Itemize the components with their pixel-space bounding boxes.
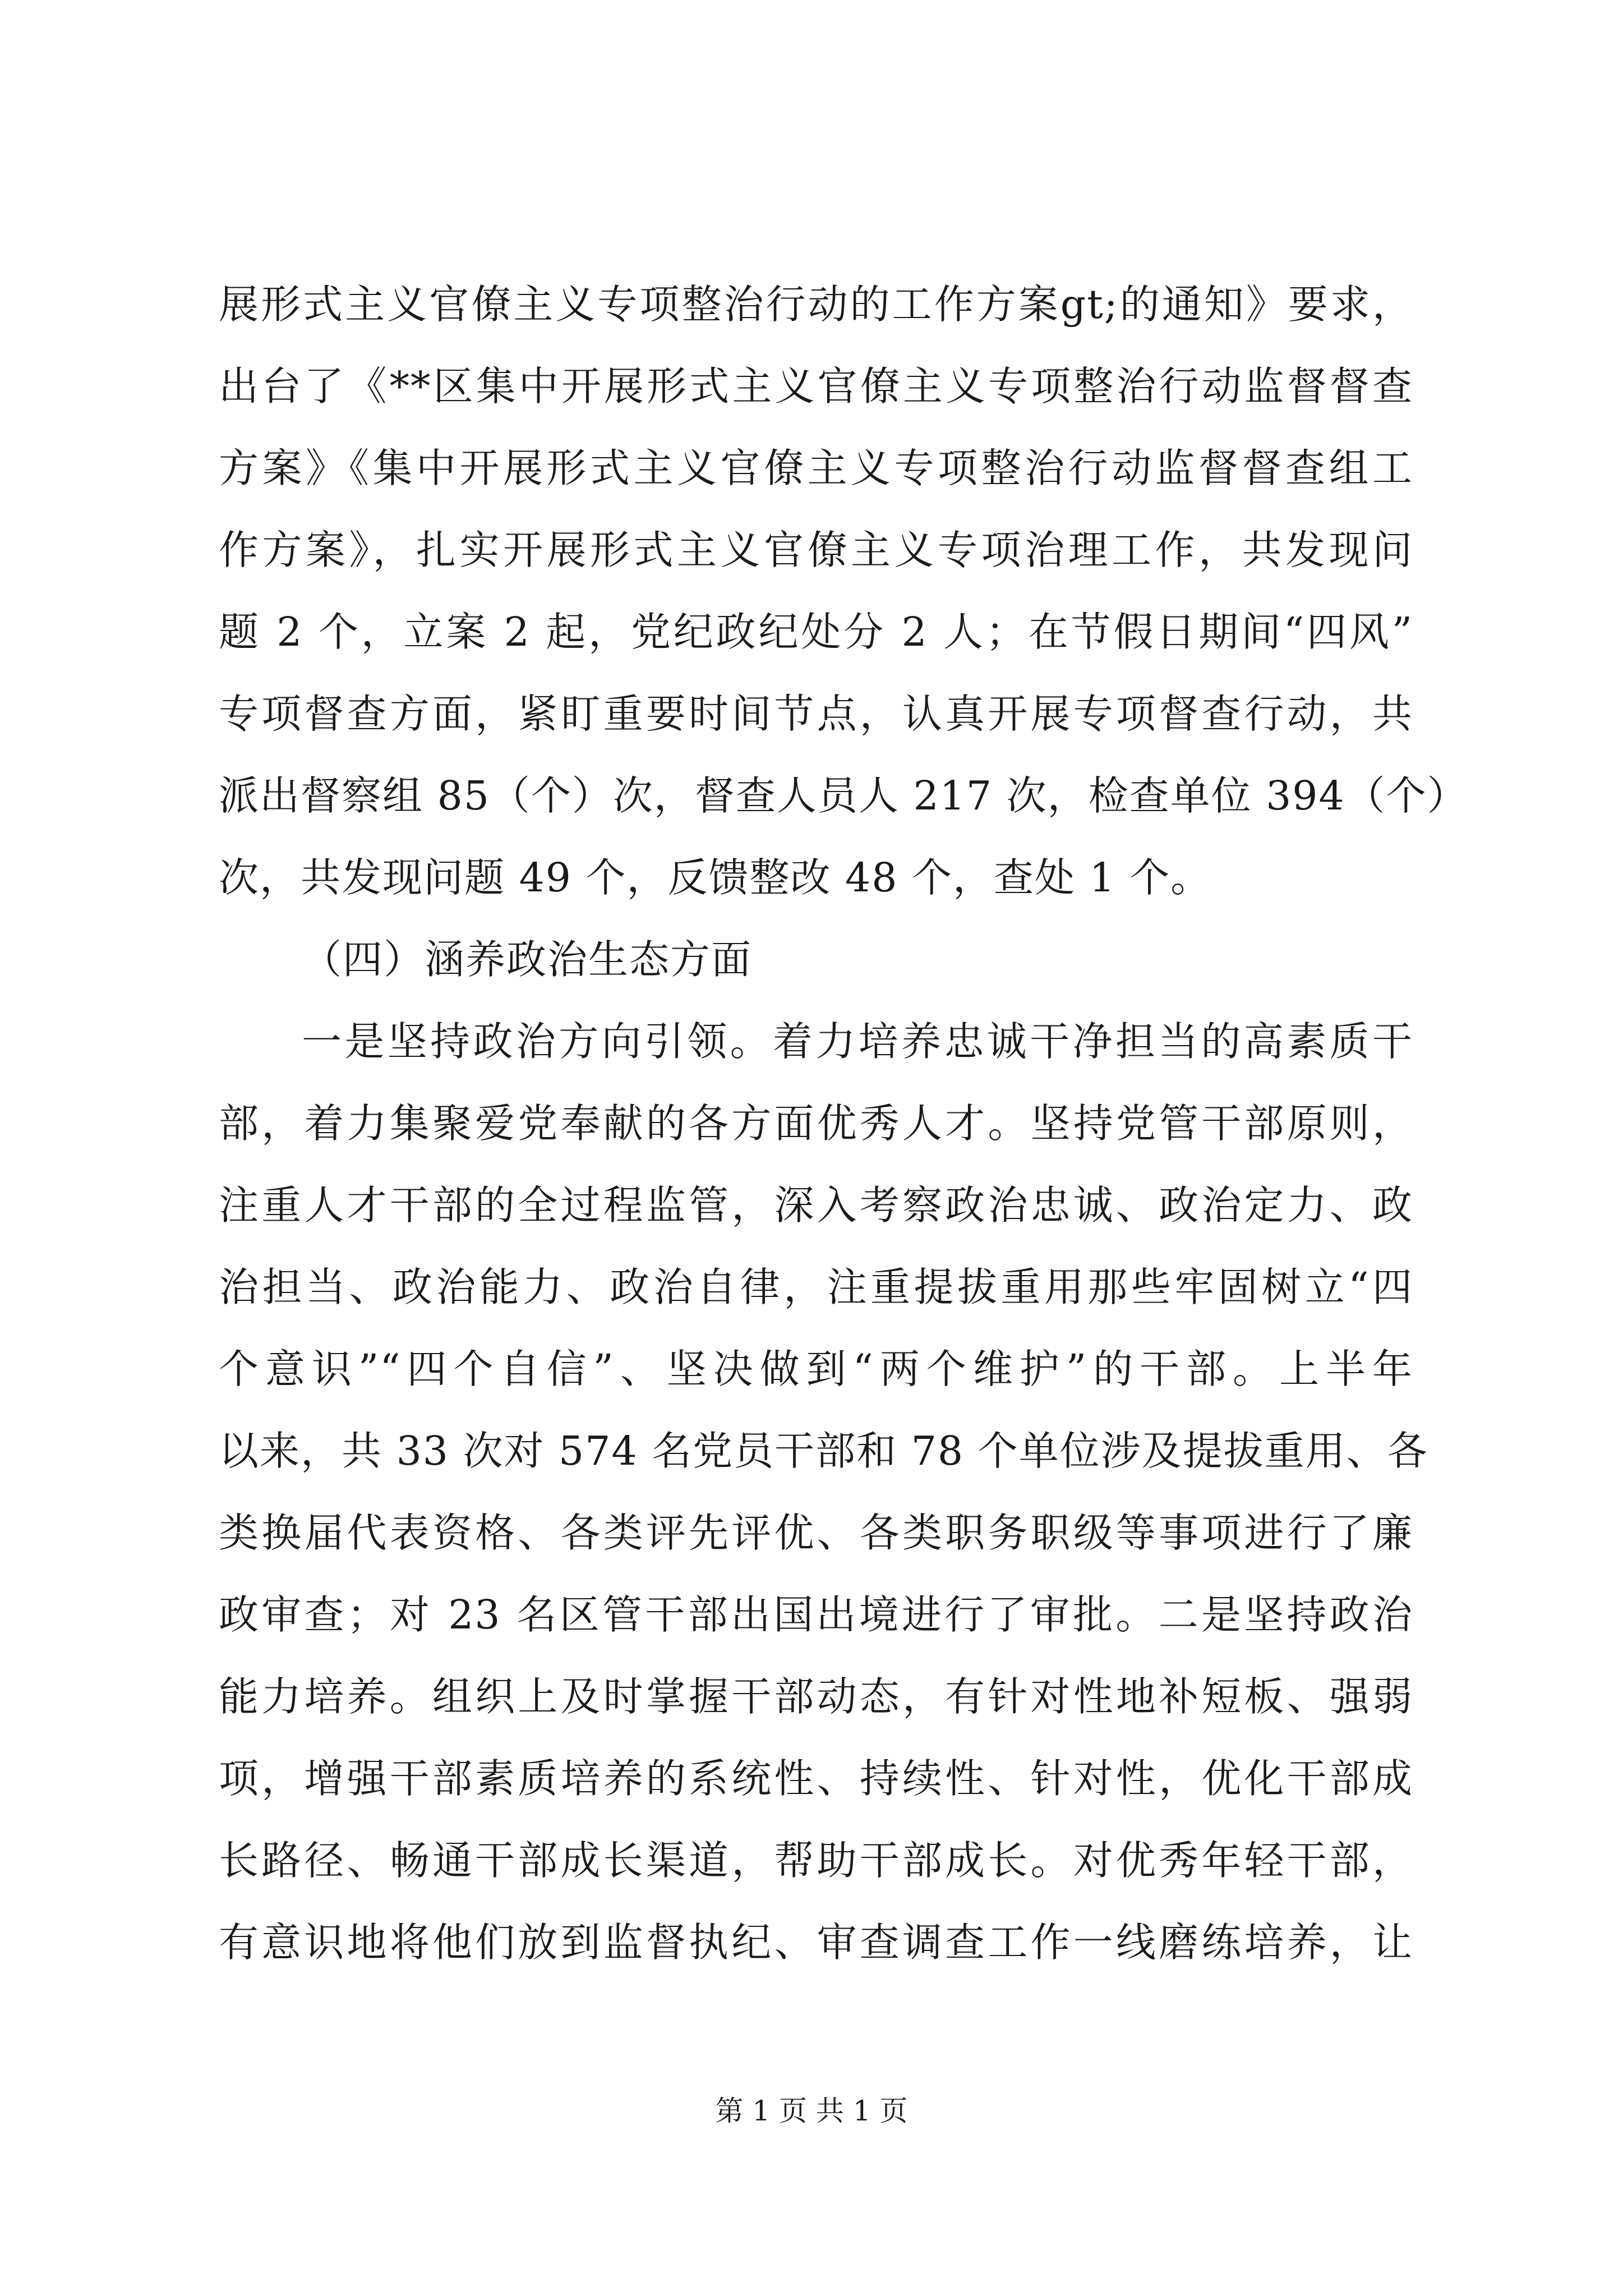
section-heading: （四）涵养政治生态方面 [302, 936, 753, 983]
text-line: 长路径、畅通干部成长渠道，帮助干部成长。对优秀年轻干部， [219, 1837, 1413, 1884]
page-footer [0, 2091, 1623, 2131]
text-line: 派出督察组 85（个）次，督查人员人 217 次，检查单位 394（个） [219, 772, 1468, 819]
text-line: 一是坚持政治方向引领。着力培养忠诚干净担当的高素质干 [302, 1018, 1413, 1065]
text-line: 作方案》，扎实开展形式主义官僚主义专项治理工作，共发现问 [219, 527, 1413, 573]
text-line: 展形式主义官僚主义专项整治行动的工作方案gt;的通知》要求， [219, 281, 1413, 328]
text-line: 部，着力集聚爱党奉献的各方面优秀人才。坚持党管干部原则， [219, 1100, 1413, 1147]
text-line: 有意识地将他们放到监督执纪、审查调查工作一线磨练培养，让 [219, 1919, 1413, 1966]
text-line: 类换届代表资格、各类评先评优、各类职务职级等事项进行了廉 [219, 1510, 1413, 1556]
text-line: 以来，共 33 次对 574 名党员干部和 78 个单位涉及提拔重用、各 [219, 1428, 1428, 1474]
text-line: 方案》《集中开展形式主义官僚主义专项整治行动监督督查组工 [219, 445, 1413, 491]
page-number-label: 第 1 页 共 1 页 [715, 2095, 908, 2127]
text-line: 题 2 个，立案 2 起，党纪政纪处分 2 人；在节假日期间“四风” [219, 609, 1413, 655]
text-line: 政审查；对 23 名区管干部出国出境进行了审批。二是坚持政治 [219, 1591, 1413, 1638]
document-body [219, 264, 1468, 1984]
text-line: 注重人才干部的全过程监管，深入考察政治忠诚、政治定力、政 [219, 1182, 1413, 1228]
text-line: 个意识”“四个自信”、坚决做到“两个维护”的干部。上半年 [219, 1346, 1413, 1392]
text-line: 能力培养。组织上及时掌握干部动态，有针对性地补短板、强弱 [219, 1673, 1413, 1720]
text-line: 治担当、政治能力、政治自律，注重提拔重用那些牢固树立“四 [219, 1264, 1413, 1310]
text-line: 专项督查方面，紧盯重要时间节点，认真开展专项督查行动，共 [219, 691, 1413, 737]
text-line: 出台了《**区集中开展形式主义官僚主义专项整治行动监督督查 [219, 363, 1413, 409]
text-line: 次，共发现问题 49 个，反馈整改 48 个，查处 1 个。 [219, 854, 1212, 901]
text-line: 项，增强干部素质培养的系统性、持续性、针对性，优化干部成 [219, 1755, 1413, 1802]
